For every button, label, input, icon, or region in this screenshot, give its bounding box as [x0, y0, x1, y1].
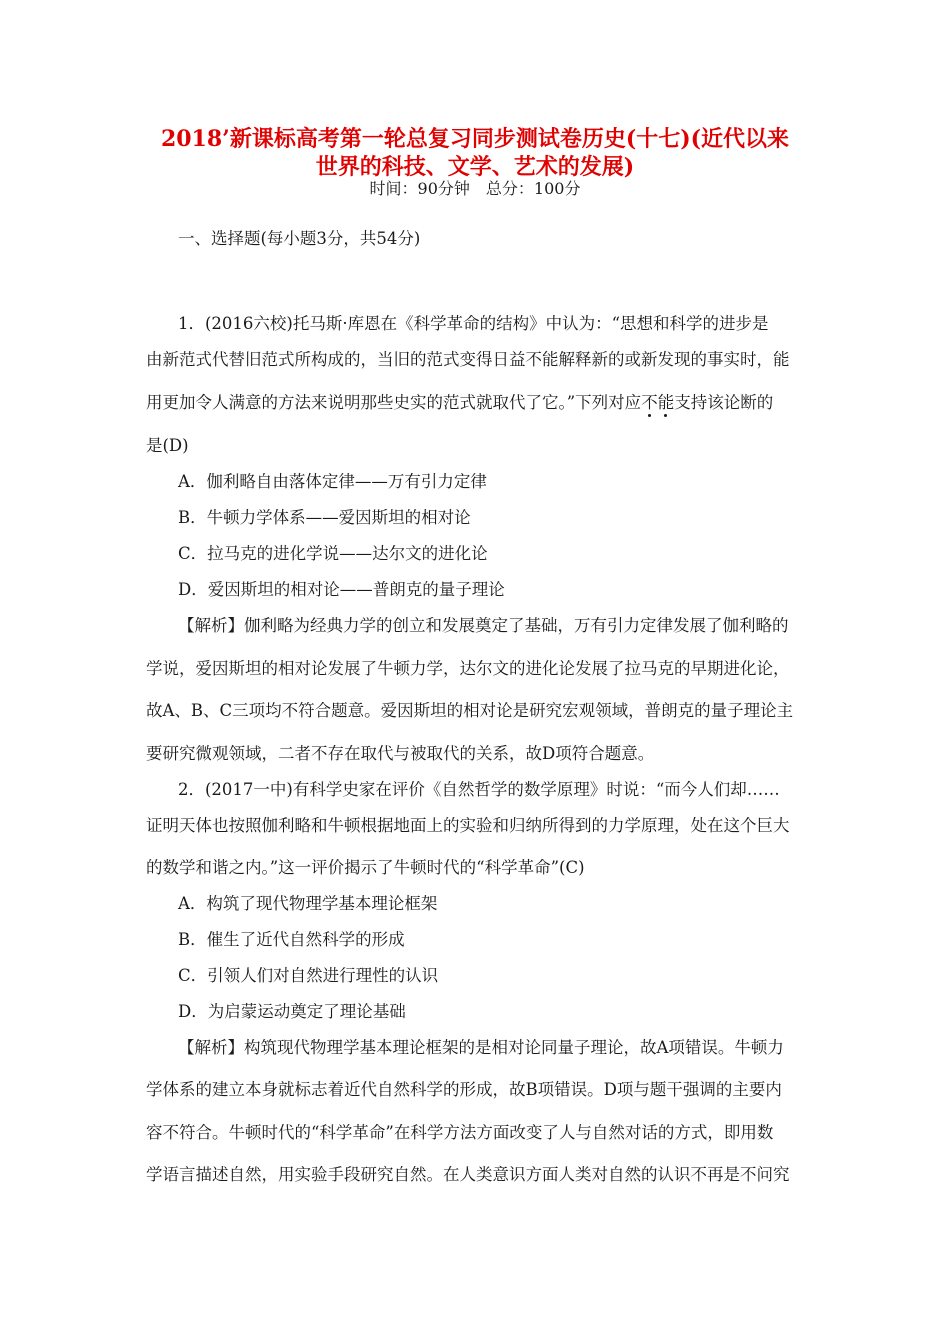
- q1-stem-line-2: 由新范式代替旧范式所构成的，当旧的范式变得日益不能解释新的或新发现的事实时，能: [146, 350, 790, 369]
- document-title-line-2: 世界的科技、文学、艺术的发展): [315, 154, 635, 180]
- section-heading: 一、选择题(每小题3分，共54分): [178, 229, 421, 248]
- q1-option-d: D．爱因斯坦的相对论——普朗克的量子理论: [178, 580, 505, 599]
- q1-explanation-line-2: 学说，爱因斯坦的相对论发展了牛顿力学，达尔文的进化论发展了拉马克的早期进化论，: [146, 659, 790, 678]
- q2-stem-line-1: 2．(2017一中)有科学史家在评价《自然哲学的数学原理》时说：“而今人们却……: [178, 780, 780, 799]
- q1-stem-line-3: [146, 392, 773, 414]
- q2-explanation-line-2: 学体系的建立本身就标志着近代自然科学的形成，故B项错误。D项与题干强调的主要内: [146, 1080, 782, 1099]
- q2-explanation-line-4: 学语言描述自然，用实验手段研究自然。在人类意识方面人类对自然的认识不再是不问究: [146, 1165, 790, 1184]
- q1-option-c: C．拉马克的进化学说——达尔文的进化论: [178, 544, 488, 563]
- q1-explanation-line-3: 故A、B、C三项均不符合题意。爱因斯坦的相对论是研究宏观领域，普朗克的量子理论主: [146, 701, 794, 720]
- exam-meta: 时间：90分钟 总分：100分: [369, 179, 581, 198]
- q2-option-b: B．催生了近代自然科学的形成: [178, 930, 405, 949]
- q2-option-d: D．为启蒙运动奠定了理论基础: [178, 1002, 406, 1021]
- q1-stem-line-1: 1．(2016六校)托马斯·库恩在《科学革命的结构》中认为：“思想和科学的进步是: [178, 314, 769, 333]
- q1-stem-line-3-text: 用更加令人满意的方法来说明那些史实的范式就取代了它。”下列对应: [146, 393, 642, 412]
- q2-option-a: A．构筑了现代物理学基本理论框架: [178, 894, 438, 913]
- emphasis-char: 不: [641, 393, 658, 412]
- q1-stem-line-3-tail: 支持该论断的: [674, 393, 774, 412]
- q1-option-a: A．伽利略自由落体定律——万有引力定律: [178, 472, 487, 491]
- q1-explanation-line-4: 要研究微观领域，二者不存在取代与被取代的关系，故D项符合题意。: [146, 744, 655, 763]
- q2-stem-line-2: 证明天体也按照伽利略和牛顿根据地面上的实验和归纳所得到的力学原理，处在这个巨大: [146, 816, 790, 835]
- q2-explanation-line-1: 【解析】构筑现代物理学基本理论框架的是相对论同量子理论，故A项错误。牛顿力: [178, 1038, 784, 1057]
- q2-stem-line-3: 的数学和谐之内。”这一评价揭示了牛顿时代的“科学革命”(C): [146, 858, 585, 877]
- q1-option-b: B．牛顿力学体系——爱因斯坦的相对论: [178, 508, 471, 527]
- emphasis-char: 能: [657, 393, 675, 412]
- q2-explanation-line-3: 容不符合。牛顿时代的“科学革命”在科学方法方面改变了人与自然对话的方式，即用数: [146, 1123, 774, 1142]
- document-title-line-1: 2018’新课标高考第一轮总复习同步测试卷历史(十七)(近代以来: [160, 126, 790, 152]
- q1-stem-line-4: 是(D): [146, 436, 189, 455]
- q1-explanation-line-1: 【解析】伽利略为经典力学的创立和发展奠定了基础，万有引力定律发展了伽利略的: [178, 616, 789, 635]
- q2-option-c: C．引领人们对自然进行理性的认识: [178, 966, 439, 985]
